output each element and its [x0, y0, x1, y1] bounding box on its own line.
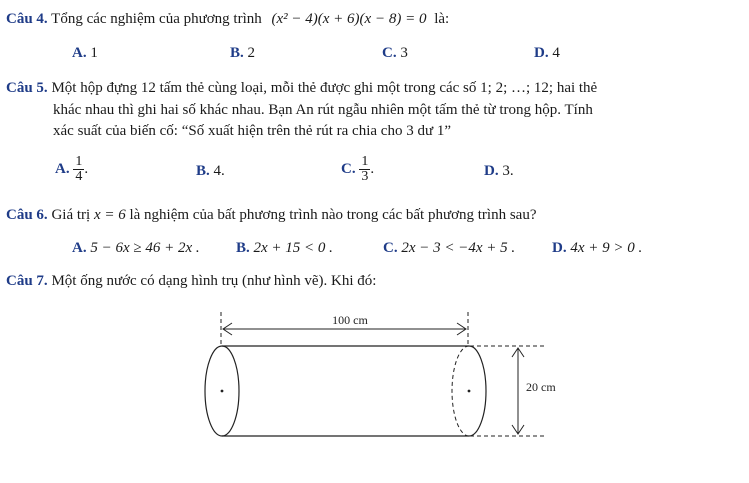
option-key: C. [383, 240, 398, 256]
option-key: B. [230, 45, 244, 61]
question-4-text: Tổng các nghiệm của phương trình [51, 11, 262, 27]
option-key: D. [484, 163, 499, 179]
question-5-line-3: xác suất của biến cố: “Số xuất hiện trên thẻ rút ra chia cho 3 dư 1” [53, 123, 451, 139]
question-4-tail: là: [434, 11, 450, 27]
option-key: A. [55, 160, 70, 177]
option-value: 1 [90, 45, 98, 61]
left-base-center [221, 390, 224, 393]
fraction-denominator: 3 [361, 169, 369, 184]
option-key: C. [382, 45, 397, 61]
option-key: C. [341, 160, 356, 177]
option-key: B. [236, 240, 250, 256]
question-5-label: Câu 5. [6, 80, 48, 96]
option-value: 4. [213, 163, 225, 179]
right-base-hidden-arc [452, 346, 469, 436]
option-key: D. [534, 45, 549, 61]
question-6-text-before: Giá trị [51, 207, 91, 223]
option-key: A. [72, 45, 87, 61]
right-base-center [468, 390, 471, 393]
option-key: A. [72, 240, 87, 256]
question-4-label: Câu 4. [6, 11, 48, 27]
option-value: 4x + 9 > 0 . [570, 240, 643, 256]
fraction-numerator: 1 [361, 154, 369, 169]
diameter-label: 20 cm [526, 380, 556, 394]
length-label: 100 cm [332, 313, 368, 327]
question-7-text: Một ống nước có dạng hình trụ (như hình vẽ). Khi đó: [51, 273, 377, 289]
question-6-text-after: là nghiệm của bất phương trình nào trong các bất phương trình sau? [129, 207, 537, 223]
option-key: B. [196, 163, 210, 179]
option-suffix: . [370, 160, 375, 177]
right-base-visible-arc [469, 346, 486, 436]
option-value: 3. [502, 163, 514, 179]
option-value: 2x − 3 < −4x + 5 . [401, 240, 516, 256]
question-4-equation: (x² − 4)(x + 6)(x − 8) = 0 [271, 11, 427, 27]
option-value: 3 [400, 45, 408, 61]
fraction-numerator: 1 [75, 154, 83, 169]
question-7-label: Câu 7. [6, 273, 48, 289]
fraction-denominator: 4 [75, 169, 83, 184]
option-value: 5 − 6x ≥ 46 + 2x . [90, 240, 200, 256]
question-6-label: Câu 6. [6, 207, 48, 223]
option-value: 4 [552, 45, 560, 61]
question-5-line-2: khác nhau thì ghi hai số khác nhau. Bạn An rút ngẫu nhiên một tấm thẻ từ trong hộp. Tính [53, 102, 593, 118]
option-suffix: . [84, 160, 89, 177]
option-value: 2 [247, 45, 256, 61]
question-5-line-1: Một hộp đựng 12 tấm thẻ cùng loại, mỗi thẻ được ghi một trong các số 1; 2; …; 12; hai thẻ [51, 80, 598, 96]
option-value: 2x + 15 < 0 . [253, 240, 333, 256]
option-key: D. [552, 240, 567, 256]
question-6-condition: x = 6 [93, 207, 126, 223]
